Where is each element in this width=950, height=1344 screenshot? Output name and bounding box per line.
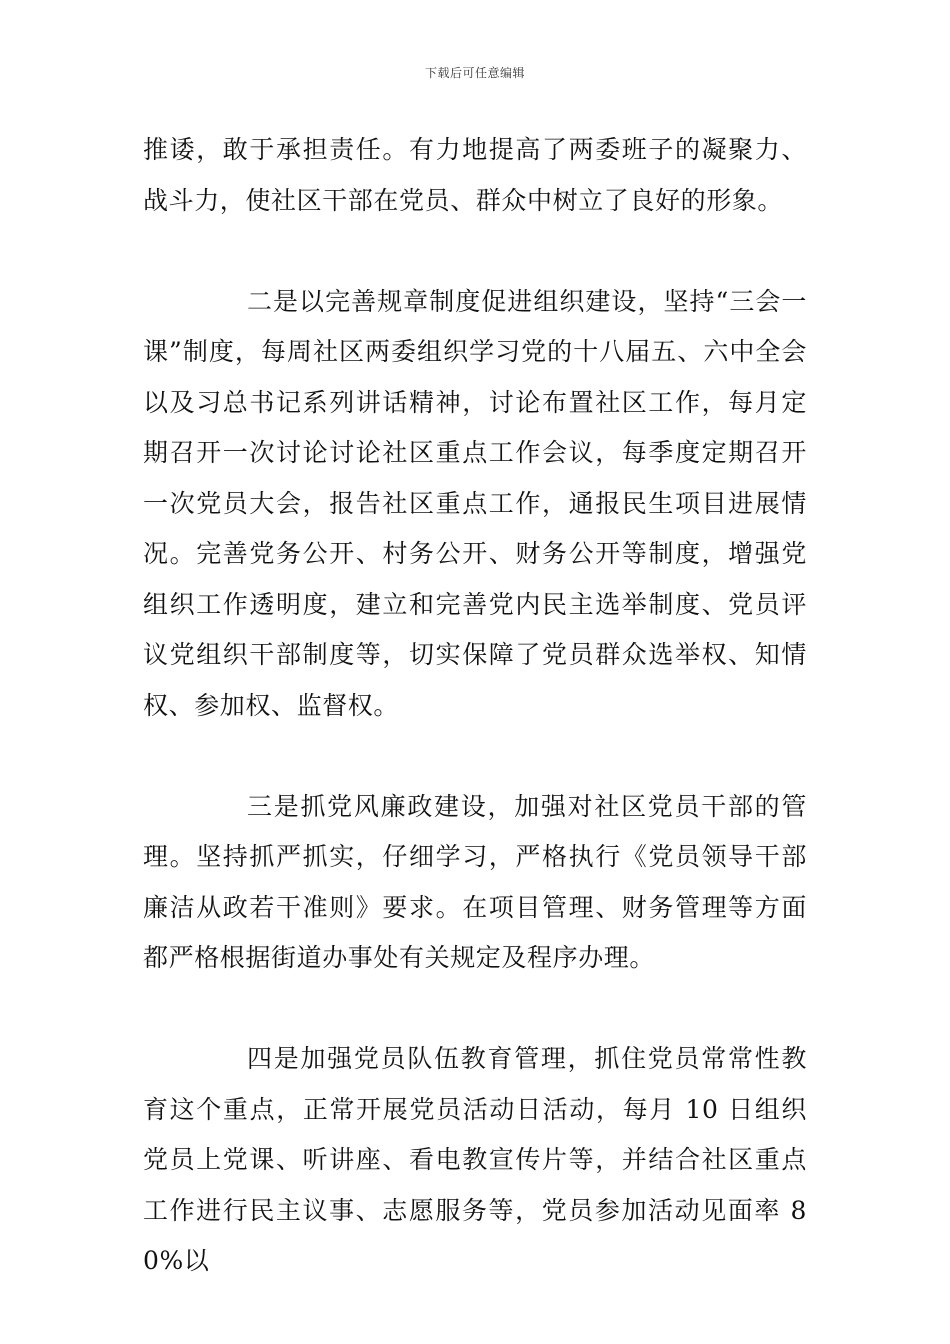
- paragraph-gap: [143, 226, 807, 277]
- paragraph-continuation: 推诿，敢于承担责任。有力地提高了两委班子的凝聚力、战斗力，使社区干部在党员、群众中树立了良好的形象。: [143, 135, 807, 215]
- paragraph-member-education: 四是加强党员队伍教育管理，抓住党员常常性教育这个重点，正常开展党员活动日活动，每月 10 日组织党员上党课、听讲座、看电教宣传片等，并结合社区重点工作进行民主议事、志愿服务等，党员参加活动见面率 80%以: [143, 1044, 807, 1275]
- paragraph-clean-governance: 三是抓党风廉政建设，加强对社区党员干部的管理。坚持抓严抓实，仔细学习，严格执行《党员领导干部廉洁从政若干准则》要求。在项目管理、财务管理等方面都严格根据街道办事处有关规定及程序办理。: [143, 791, 807, 972]
- header-note: 下载后可任意编辑: [424, 66, 525, 80]
- document-body: [143, 125, 807, 1287]
- paragraph-organization-building: 二是以完善规章制度促进组织建设，坚持“三会一课”制度，每周社区两委组织学习党的十八届五、六中全会以及习总书记系列讲话精神，讨论布置社区工作，每月定期召开一次讨论讨论社区重点工作会议，每季度定期召开一次党员大会，报告社区重点工作，通报民生项目进展情况。完善党务公开、村务公开、财务公开等制度，增强党组织工作透明度，建立和完善党内民主选举制度、党员评议党组织干部制度等，切实保障了党员群众选举权、知情权、参加权、监督权。: [143, 286, 807, 720]
- paragraph-gap: [143, 731, 807, 782]
- paragraph-gap: [143, 984, 807, 1035]
